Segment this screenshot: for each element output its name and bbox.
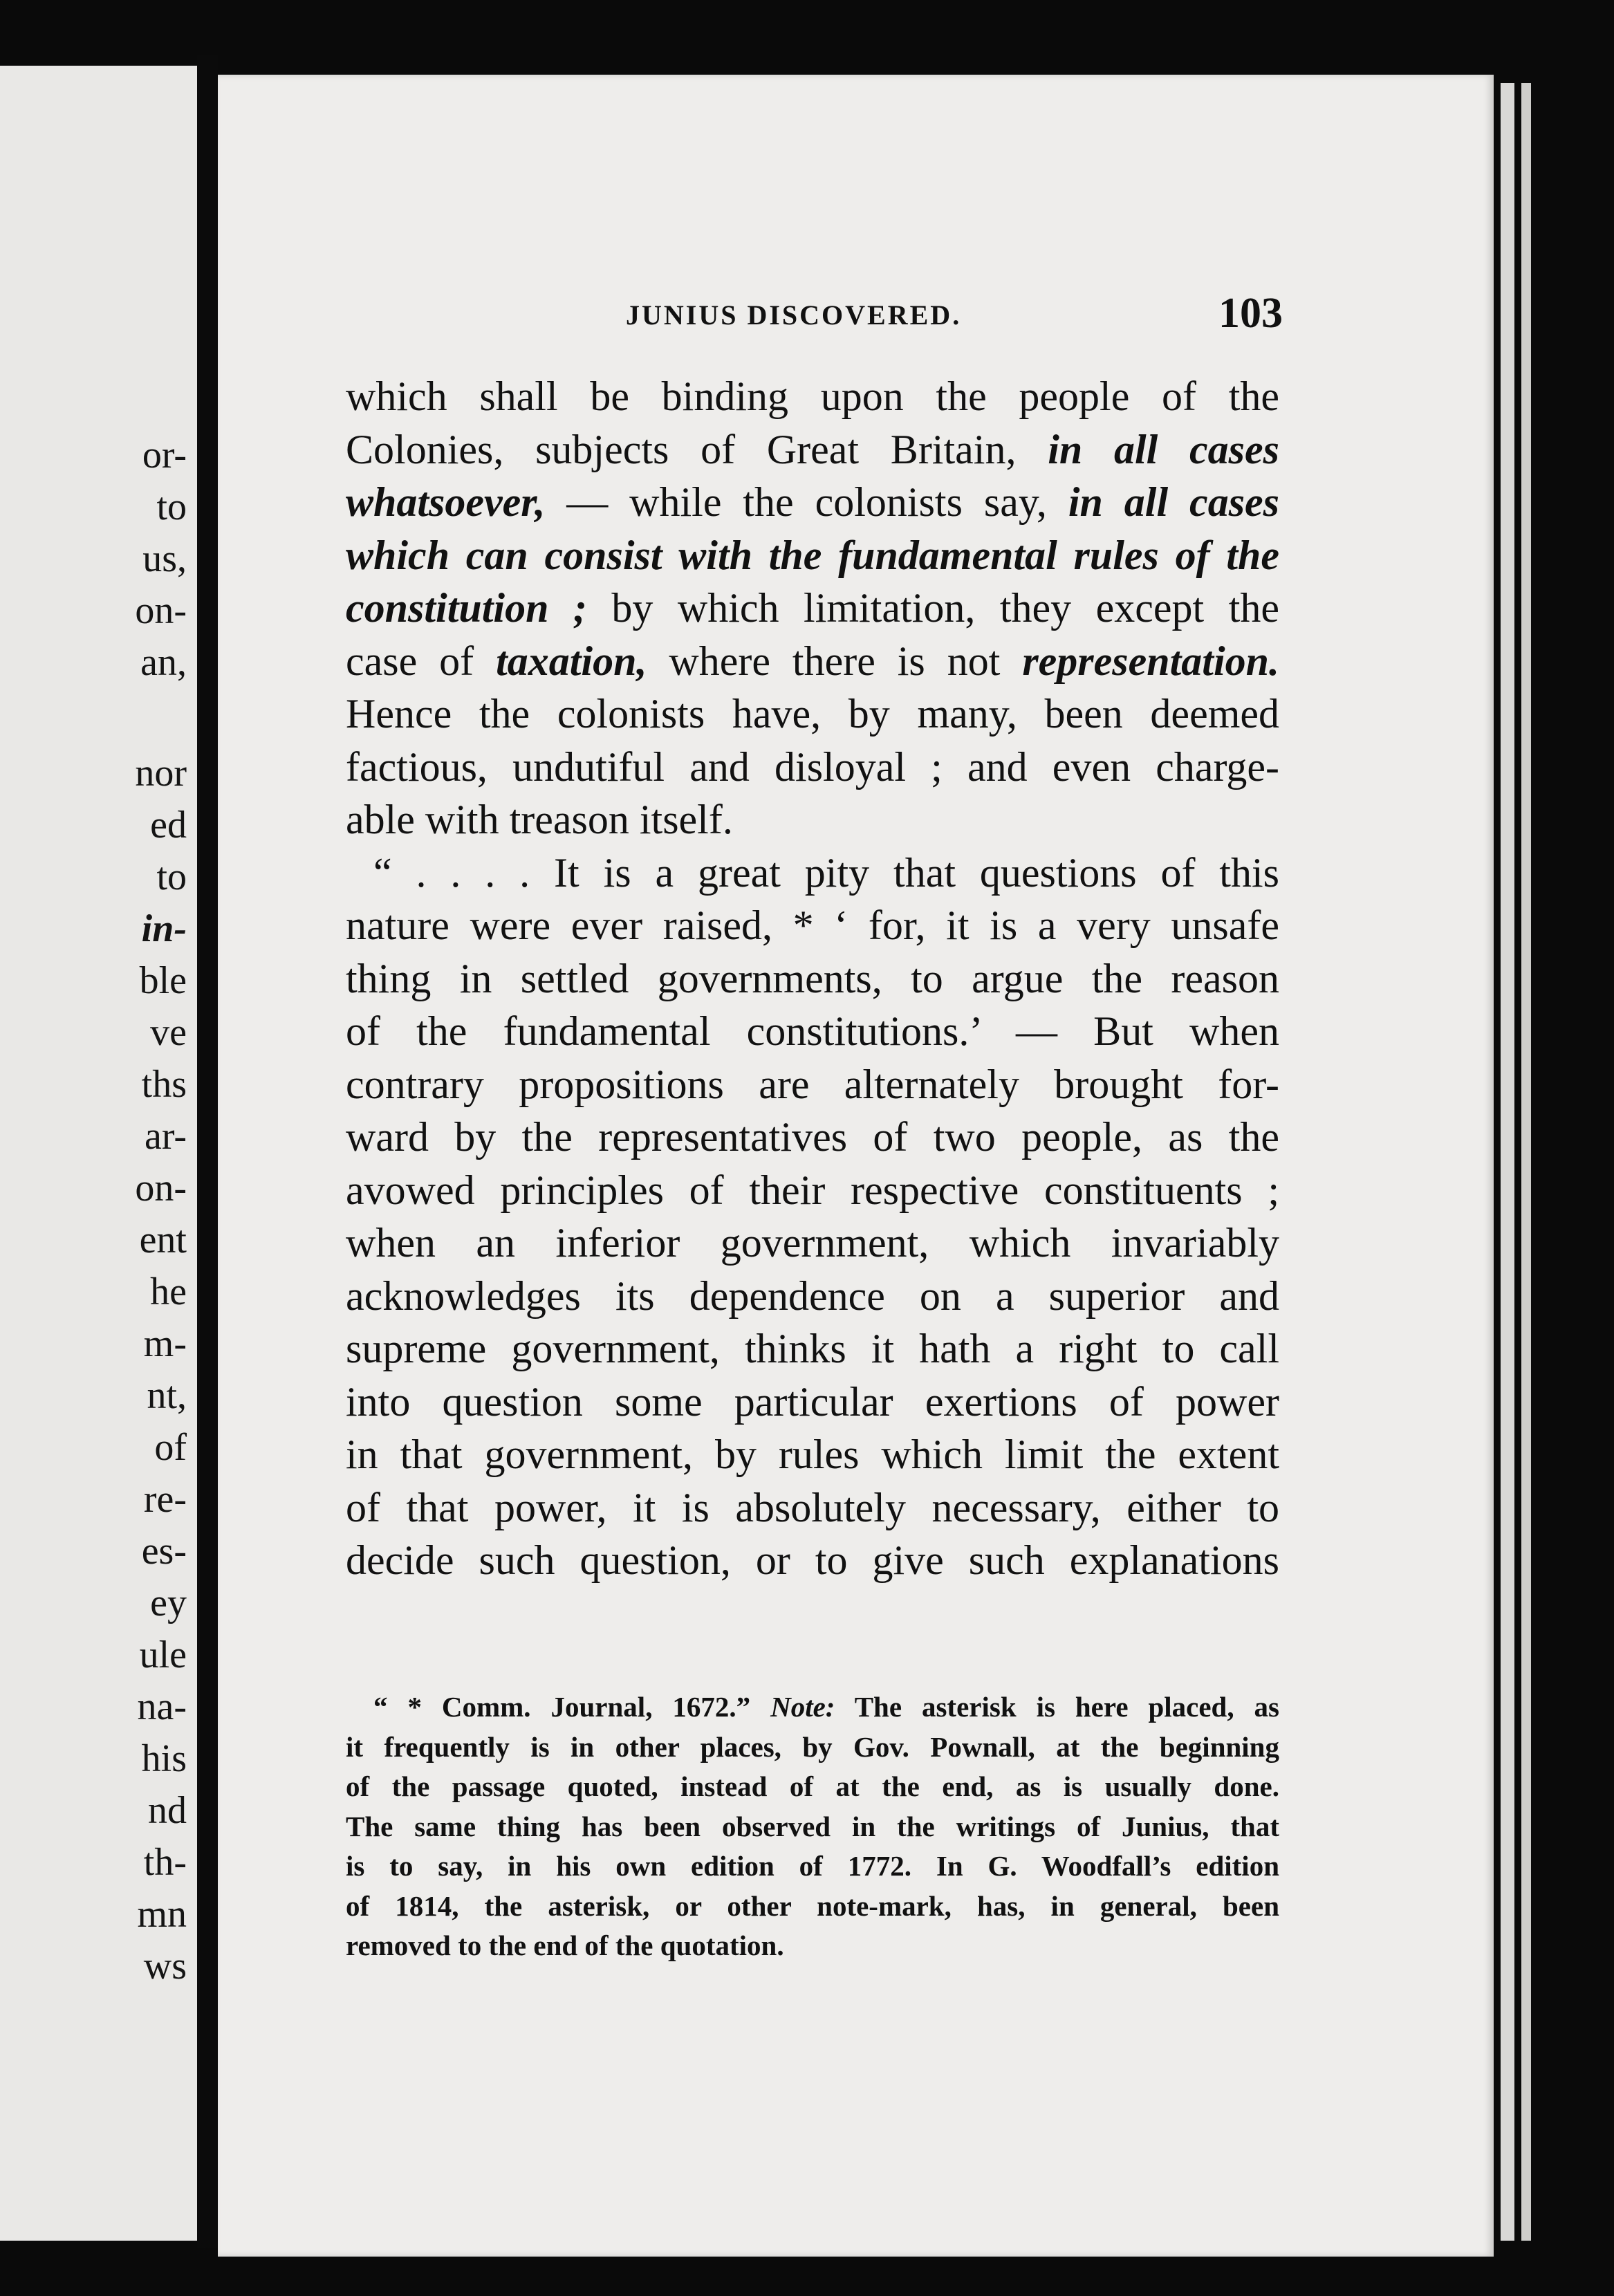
text-line: [346, 1270, 1279, 1323]
left-page-line: ar-: [144, 1115, 187, 1158]
left-page-line: us,: [142, 537, 187, 580]
left-page-line: in-: [141, 907, 187, 950]
text-line: [346, 1481, 1279, 1535]
left-page-line: ed: [150, 804, 187, 846]
book-gutter: [197, 55, 218, 2248]
text-run: The asterisk is here placed, as: [854, 1691, 1279, 1723]
text-line: [346, 793, 1279, 846]
text-run: ward by the representatives of two people, as the: [346, 1114, 1279, 1160]
text-run: acknowledges its dependence on a superior and: [346, 1272, 1279, 1319]
text-line: [346, 370, 1279, 423]
italic-run: in all cases: [1048, 426, 1279, 472]
text-run: nature were ever raised, * ‘ for, it is a very unsafe: [346, 902, 1279, 948]
left-page-line: on-: [135, 1167, 187, 1210]
text-line: [346, 1164, 1279, 1217]
italic-run: representation.: [1022, 638, 1279, 684]
left-page-line: an,: [140, 641, 187, 684]
text-line: [346, 1216, 1279, 1270]
left-page-line: re-: [143, 1478, 187, 1521]
text-line: [346, 635, 1279, 688]
text-line: [346, 687, 1279, 741]
text-run: of that power, it is absolutely necessary, either to: [346, 1484, 1279, 1530]
left-page-line: ey: [150, 1582, 187, 1624]
text-line: [346, 1058, 1279, 1111]
left-page-line: to: [156, 485, 187, 528]
text-run: into question some particular exertions of power: [346, 1378, 1279, 1425]
text-line: [346, 1376, 1279, 1429]
footnote-line: [346, 1926, 1279, 1966]
left-page-line: ve: [150, 1011, 187, 1054]
italic-run: in all cases: [1068, 479, 1279, 525]
text-run: it frequently is in other places, by Gov. Pownall, at the beginning: [346, 1730, 1279, 1763]
body-text: [346, 370, 1279, 1587]
text-run: “ * Comm. Journal, 1672.”: [373, 1691, 751, 1723]
text-line: [346, 476, 1279, 529]
left-page-line: m-: [143, 1322, 187, 1365]
left-page-line: ent: [139, 1219, 187, 1261]
page-number: 103: [1218, 290, 1283, 337]
text-run: factious, undutiful and disloyal ; and even charge-: [346, 743, 1279, 790]
left-page-fragment: [0, 66, 197, 2241]
text-line: [346, 952, 1279, 1006]
text-run: case of: [346, 638, 474, 684]
left-page-line: his: [141, 1737, 187, 1780]
text-run: The same thing has been observed in the writings of Junius, that: [346, 1810, 1279, 1842]
text-run: is to say, in his own edition of 1772. In G. Woodfall’s edition: [346, 1850, 1279, 1882]
text-line: [346, 1322, 1279, 1376]
page-header: [349, 289, 1283, 344]
footnote-line: [346, 1687, 1279, 1728]
text-run: when an inferior government, which invariably: [346, 1220, 1279, 1266]
left-page-line: mn: [137, 1893, 187, 1936]
left-page-line: of: [154, 1426, 187, 1469]
text-line: [346, 423, 1279, 476]
text-run: by which limitation, they except the: [611, 585, 1279, 631]
text-run: supreme government, thinks it hath a right to call: [346, 1326, 1279, 1371]
left-page-line: ws: [143, 1945, 187, 1988]
italic-run: constitution ;: [346, 585, 587, 631]
text-run: of the fundamental constitutions.’ — But when: [346, 1008, 1279, 1054]
left-page-line: or-: [142, 434, 187, 476]
text-line: [346, 582, 1279, 635]
left-page-line: ble: [139, 959, 187, 1002]
text-line: [346, 529, 1279, 582]
left-page-line: nor: [135, 752, 187, 795]
text-run: of the passage quoted, instead of at the end, as is usually done.: [346, 1770, 1279, 1802]
text-run: in that government, by rules which limit the extent: [346, 1432, 1279, 1477]
running-head: JUNIUS DISCOVERED.: [626, 299, 962, 331]
left-page-line: th-: [143, 1841, 187, 1884]
text-run: able with treason itself.: [346, 797, 733, 842]
italic-run: which can consist with the fundamental rules of the: [346, 532, 1279, 578]
text-run: where there is not: [669, 638, 1001, 684]
text-line: [346, 741, 1279, 794]
italic-run: whatsoever,: [346, 479, 546, 525]
text-run: avowed principles of their respective constituents ;: [346, 1167, 1279, 1213]
left-page-line: es-: [141, 1530, 187, 1573]
page-edge: [1521, 83, 1531, 2241]
text-run: “ . . . . It is a great pity that questions of this: [373, 849, 1279, 896]
text-run: of 1814, the asterisk, or other note-mark, has, in general, been: [346, 1889, 1279, 1922]
text-line: [346, 1428, 1279, 1481]
left-page-line: he: [150, 1270, 187, 1313]
left-page-line: ths: [141, 1063, 187, 1106]
left-page-line: na-: [137, 1685, 187, 1728]
text-run: — while the colonists say,: [566, 479, 1047, 525]
left-page-line: ule: [139, 1633, 187, 1676]
page-edge: [1501, 83, 1514, 2241]
text-line: [346, 846, 1279, 900]
footnote: [346, 1687, 1279, 1966]
text-run: removed to the end of the quotation.: [346, 1929, 784, 1961]
footnote-line: [346, 1807, 1279, 1847]
text-run: which shall be binding upon the people of the: [346, 373, 1279, 419]
italic-run: Note:: [770, 1691, 835, 1723]
text-line: [346, 1534, 1279, 1587]
text-line: [346, 1005, 1279, 1058]
text-run: Hence the colonists have, by many, been deemed: [346, 691, 1279, 737]
text-line: [346, 899, 1279, 952]
footnote-line: [346, 1728, 1279, 1768]
left-page-line: nt,: [147, 1374, 187, 1417]
left-page-line: to: [156, 855, 187, 898]
footnote-line: [346, 1887, 1279, 1927]
footnote-line: [346, 1846, 1279, 1887]
italic-run: taxation,: [496, 638, 647, 684]
left-page-line: on-: [135, 589, 187, 632]
text-run: thing in settled governments, to argue the reason: [346, 955, 1279, 1001]
text-run: Colonies, subjects of Great Britain,: [346, 426, 1017, 472]
text-line: [346, 1111, 1279, 1164]
footnote-line: [346, 1767, 1279, 1807]
left-page-line: nd: [148, 1789, 187, 1832]
text-run: decide such question, or to give such explanations: [346, 1537, 1279, 1583]
text-run: contrary propositions are alternately brought for-: [346, 1061, 1279, 1107]
